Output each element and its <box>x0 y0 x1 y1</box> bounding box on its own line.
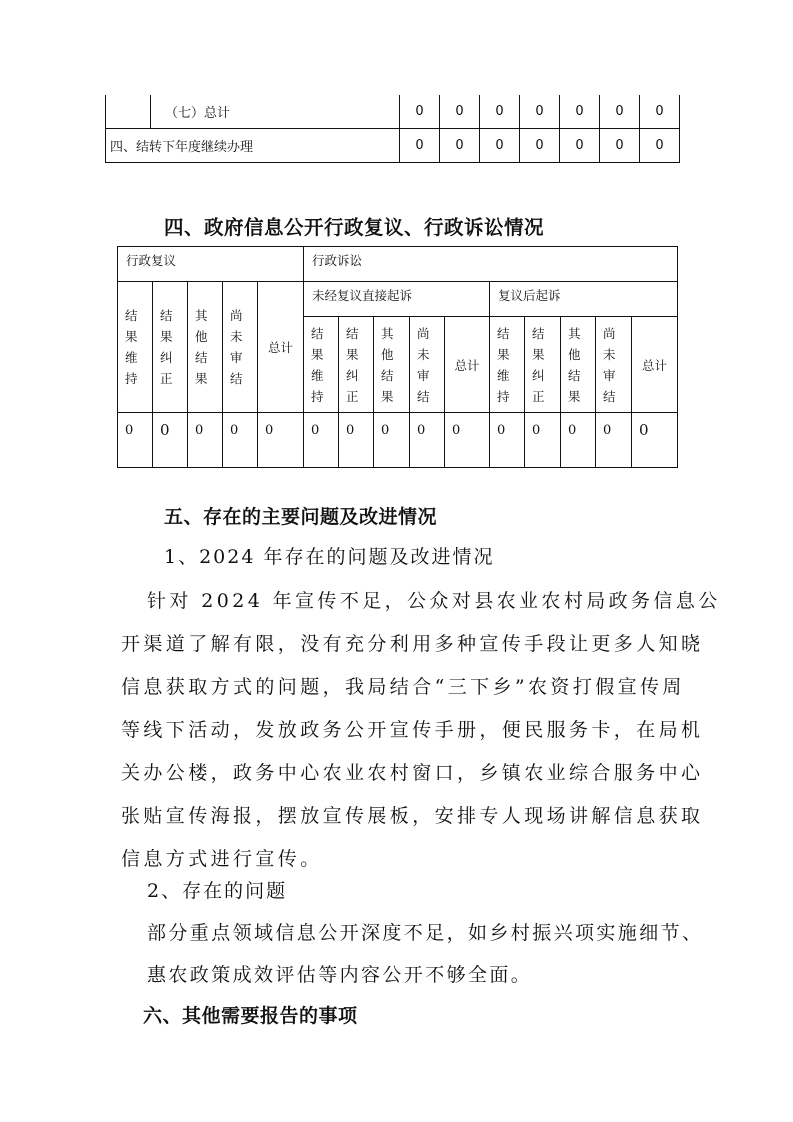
value-cell: 0 <box>400 129 440 163</box>
value-cell: 0 <box>520 95 560 129</box>
value-cell: 0 <box>445 413 490 468</box>
col-header: 尚 未 审 结 <box>223 282 258 413</box>
value-cell: 0 <box>440 129 480 163</box>
review-litigation-table <box>117 246 678 468</box>
value-cell: 0 <box>118 413 153 468</box>
col-header-total: 总计 <box>445 317 490 413</box>
value-cell: 0 <box>304 413 339 468</box>
value-cell: 0 <box>640 129 680 163</box>
col-header: 结 果 维 持 <box>490 317 525 413</box>
value-cell: 0 <box>188 413 223 468</box>
value-cell: 0 <box>339 413 374 468</box>
subgroup-header-row <box>118 282 678 317</box>
col-header: 尚 未 审 结 <box>596 317 632 413</box>
value-cell: 0 <box>490 413 525 468</box>
col-header: 尚 未 审 结 <box>410 317 445 413</box>
col-header-total: 总计 <box>632 317 678 413</box>
value-cell: 0 <box>632 413 678 468</box>
value-cell: 0 <box>223 413 258 468</box>
table-row <box>106 95 680 129</box>
row-label: 四、结转下年度继续办理 <box>106 129 400 163</box>
col-header: 结 果 维 持 <box>118 282 153 413</box>
paragraph-line: 开渠道了解有限，没有充分利用多种宣传手段让更多人知晓 <box>121 633 704 655</box>
value-cell: 0 <box>153 413 188 468</box>
value-cell: 0 <box>596 413 632 468</box>
paragraph-line: 部分重点领域信息公开深度不足，如乡村振兴项实施细节、 <box>147 922 704 944</box>
section5-subheading-1: 1、2024 年存在的问题及改进情况 <box>164 546 495 568</box>
col-header: 结 果 维 持 <box>304 317 339 413</box>
col-header: 结 果 纠 正 <box>153 282 188 413</box>
paragraph-line: 张贴宣传海报，摆放宣传展板，安排专人现场讲解信息获取 <box>121 805 704 827</box>
blank-cell <box>106 95 151 129</box>
group-litigation-header: 行政诉讼 <box>304 247 678 282</box>
value-cell: 0 <box>525 413 561 468</box>
values-row <box>118 413 678 468</box>
value-cell: 0 <box>480 129 520 163</box>
group-review-header: 行政复议 <box>118 247 304 282</box>
value-cell: 0 <box>400 95 440 129</box>
col-header: 其 他 结 果 <box>188 282 223 413</box>
value-cell: 0 <box>480 95 520 129</box>
section5-subheading-2: 2、存在的问题 <box>147 880 288 902</box>
value-cell: 0 <box>600 129 640 163</box>
paragraph-line: 惠农政策成效评估等内容公开不够全面。 <box>147 964 533 986</box>
row-label: （七）总计 <box>151 95 400 129</box>
paragraph-line: 关办公楼，政务中心农业农村窗口，乡镇农业综合服务中心 <box>121 762 704 784</box>
value-cell: 0 <box>640 95 680 129</box>
disclosure-stats-table <box>105 95 680 163</box>
value-cell: 0 <box>440 95 480 129</box>
col-header-total: 总计 <box>258 282 304 413</box>
subgroup-direct-header: 未经复议直接起诉 <box>304 282 490 317</box>
paragraph-line: 针对 2024 年宣传不足，公众对县农业农村局政务信息公 <box>147 590 721 612</box>
paragraph-line: 等线下活动，发放政务公开宣传手册，便民服务卡，在局机 <box>121 719 704 741</box>
col-header: 其 他 结 果 <box>374 317 410 413</box>
value-cell: 0 <box>560 95 600 129</box>
col-header: 结 果 纠 正 <box>525 317 561 413</box>
value-cell: 0 <box>561 413 596 468</box>
subgroup-after-header: 复议后起诉 <box>490 282 678 317</box>
section6-title: 六、其他需要报告的事项 <box>143 1005 358 1027</box>
paragraph-line: 信息方式进行宣传。 <box>121 848 323 870</box>
value-cell: 0 <box>258 413 304 468</box>
group-header-row <box>118 247 678 282</box>
value-cell: 0 <box>600 95 640 129</box>
value-cell: 0 <box>520 129 560 163</box>
value-cell: 0 <box>410 413 445 468</box>
table-row <box>106 129 680 163</box>
value-cell: 0 <box>560 129 600 163</box>
value-cell: 0 <box>374 413 410 468</box>
section4-title: 四、政府信息公开行政复议、行政诉讼情况 <box>164 216 545 239</box>
col-header: 结 果 纠 正 <box>339 317 374 413</box>
section5-title: 五、存在的主要问题及改进情况 <box>164 506 438 528</box>
paragraph-line: 信息获取方式的问题，我局结合“三下乡”农资打假宣传周 <box>121 676 685 698</box>
col-header: 其 他 结 果 <box>561 317 596 413</box>
